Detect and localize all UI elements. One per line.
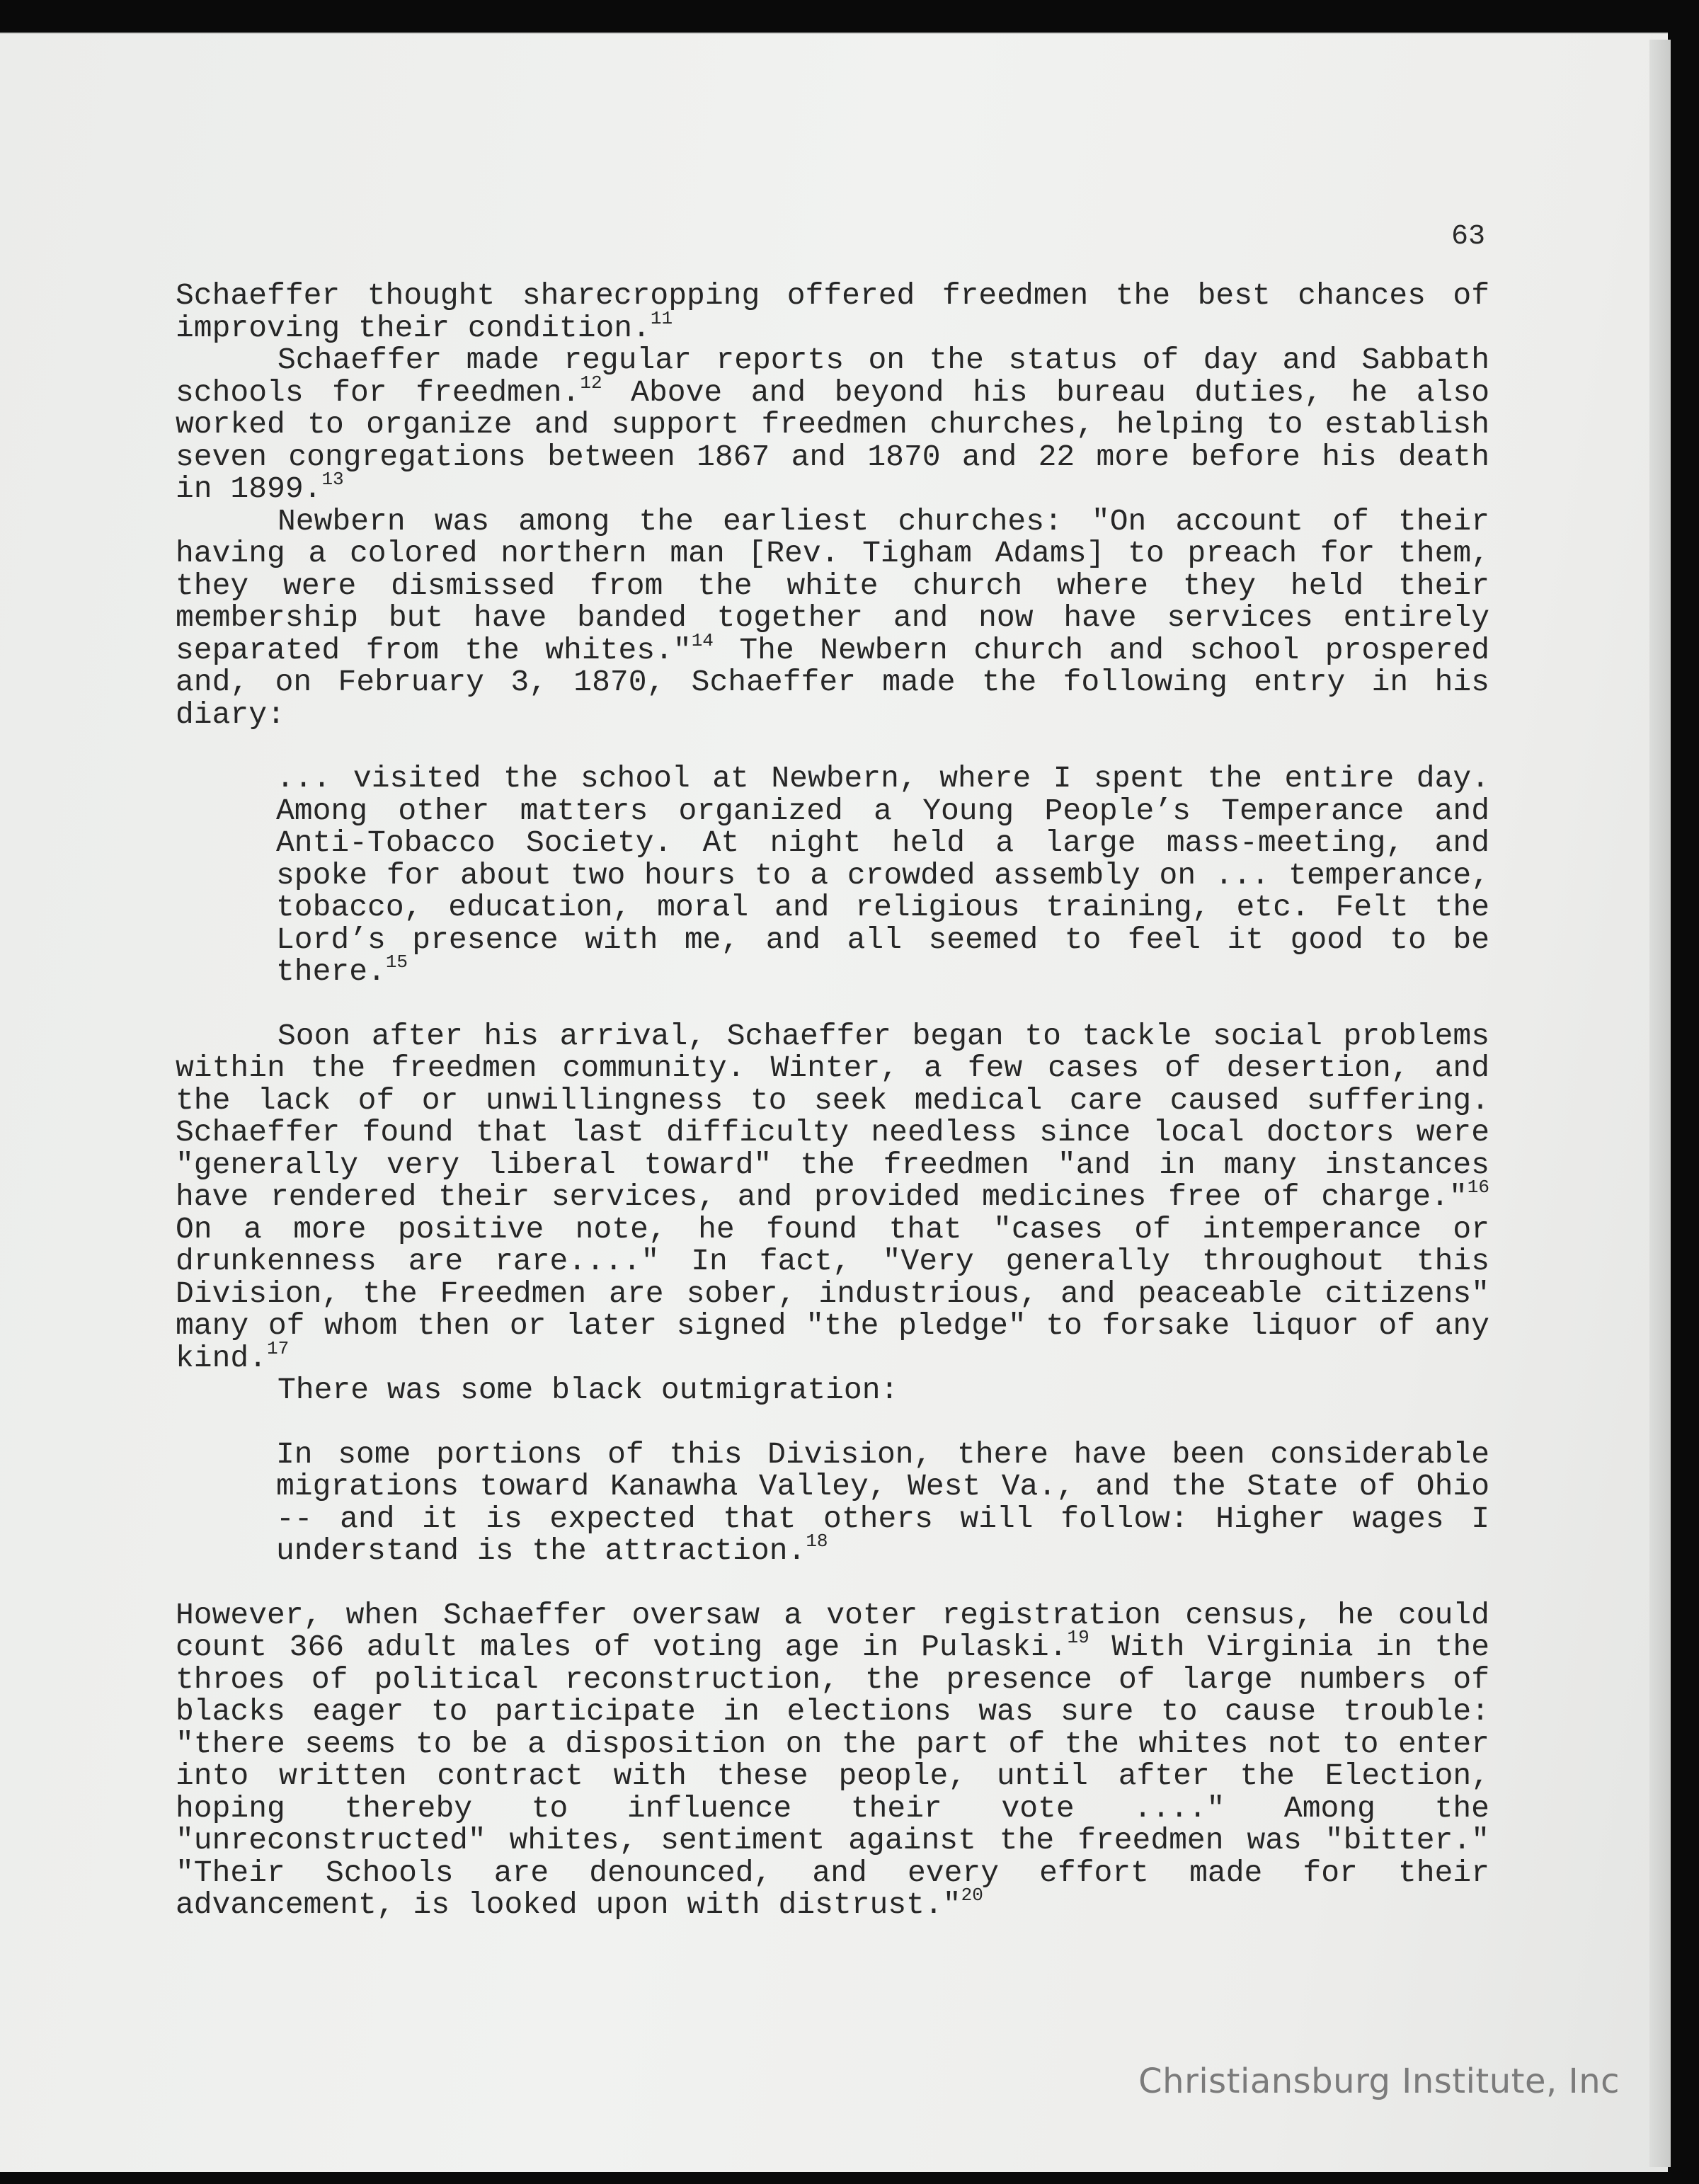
footnote-ref: 20 bbox=[961, 1885, 983, 1906]
footnote-ref: 19 bbox=[1067, 1627, 1089, 1648]
paragraph: Newbern was among the earliest churches: "On account of their having a colored northern man [Rev. Tigham Adams] to preach for them, they were dismissed from the white church where they held their membership but have banded together and now have services entirely separated from the whites."$^{14}$ The Newbern church and school prospered and, on February 3, 1870, Schaeffer made the following entry in his diary: bbox=[176, 503, 1490, 732]
footnote-ref: 16 bbox=[1467, 1177, 1489, 1198]
paragraph: However, when Schaeffer oversaw a voter registration census, he could count 366 adult males of voting age in Pulaski.$^{19}$ With Virginia in the throes of political reconstruction, the presence of large numbers of blacks eager to participate in elections was sure to cause trouble: "there seems to be a disposition on the part of the whites not to enter into written contract with these people, until after the Election, hoping thereby to influence their vote ...." Among the "unreconstructed" whites, sentiment against the freedmen was "bitter." "Their Schools are denounced, and every effort made for their advancement, is looked upon with distrust."$^{20}$ bbox=[176, 1597, 1489, 1922]
footnote-ref: 14 bbox=[691, 629, 714, 651]
body-text bbox=[176, 280, 1489, 1921]
footnote-ref: 15 bbox=[385, 951, 408, 973]
block-quote: ... visited the school at Newbern, where I spent the entire day. Among other matters organized a Young People’s Temperance and Anti-Tobacco Society. At night held a large mass-meeting, and spoke for about two hours to a crowded assembly on ... temperance, tobacco, education, moral and religious training, etc. Felt the Lord’s presence with me, and all seemed to feel it good to be there.$^{15}$ bbox=[276, 761, 1489, 989]
footnote-ref: 18 bbox=[806, 1531, 828, 1552]
paragraph: Soon after his arrival, Schaeffer began to tackle social problems within the freedmen community. Winter, a few cases of desertion, and the lack of or unwillingness to seek medical care caused suffering. Schaeffer found that last difficulty needless since local doctors were "generally very liberal toward" the freedmen "and in many instances have rendered their services, and provided medicines free of charge."$^{16}$ On a more positive note, he found that "cases of intemperance or drunkenness are rare...." In fact, "Very generally throughout this Division, the Freedmen are sober, industrious, and peaceable citizens" many of whom then or later signed "the pledge" to forsake liquor of any kind.$^{17}$ bbox=[176, 1018, 1489, 1376]
watermark: Christiansburg Institute, Inc bbox=[1138, 2062, 1620, 2101]
footnote-ref: 11 bbox=[650, 307, 673, 329]
footnote-ref: 13 bbox=[321, 469, 344, 490]
paragraph: Schaeffer thought sharecropping offered freedmen the best chances of improving their condition.$^{11}$ bbox=[176, 278, 1489, 345]
page-number: 63 bbox=[1451, 221, 1486, 253]
paragraph: Schaeffer made regular reports on the status of day and Sabbath schools for freedmen.$^{12}$ Above and beyond his bureau duties, he also worked to organize and support freedmen churches, helping to establish seven congregations between 1867 and 1870 and 22 more before his death in 1899.13 bbox=[176, 343, 1489, 506]
paragraph: There was some black outmigration: bbox=[278, 1373, 899, 1407]
page-edge bbox=[1649, 40, 1671, 2167]
block-quote: In some portions of this Division, there have been considerable migrations toward Kanawha Valley, West Va., and the State of Ohio -- and it is expected that others will follow: Higher wages I understand is the attraction.$^{18}$ bbox=[276, 1436, 1489, 1568]
footnote-ref: 17 bbox=[267, 1337, 290, 1359]
footnote-ref: 12 bbox=[580, 372, 602, 394]
